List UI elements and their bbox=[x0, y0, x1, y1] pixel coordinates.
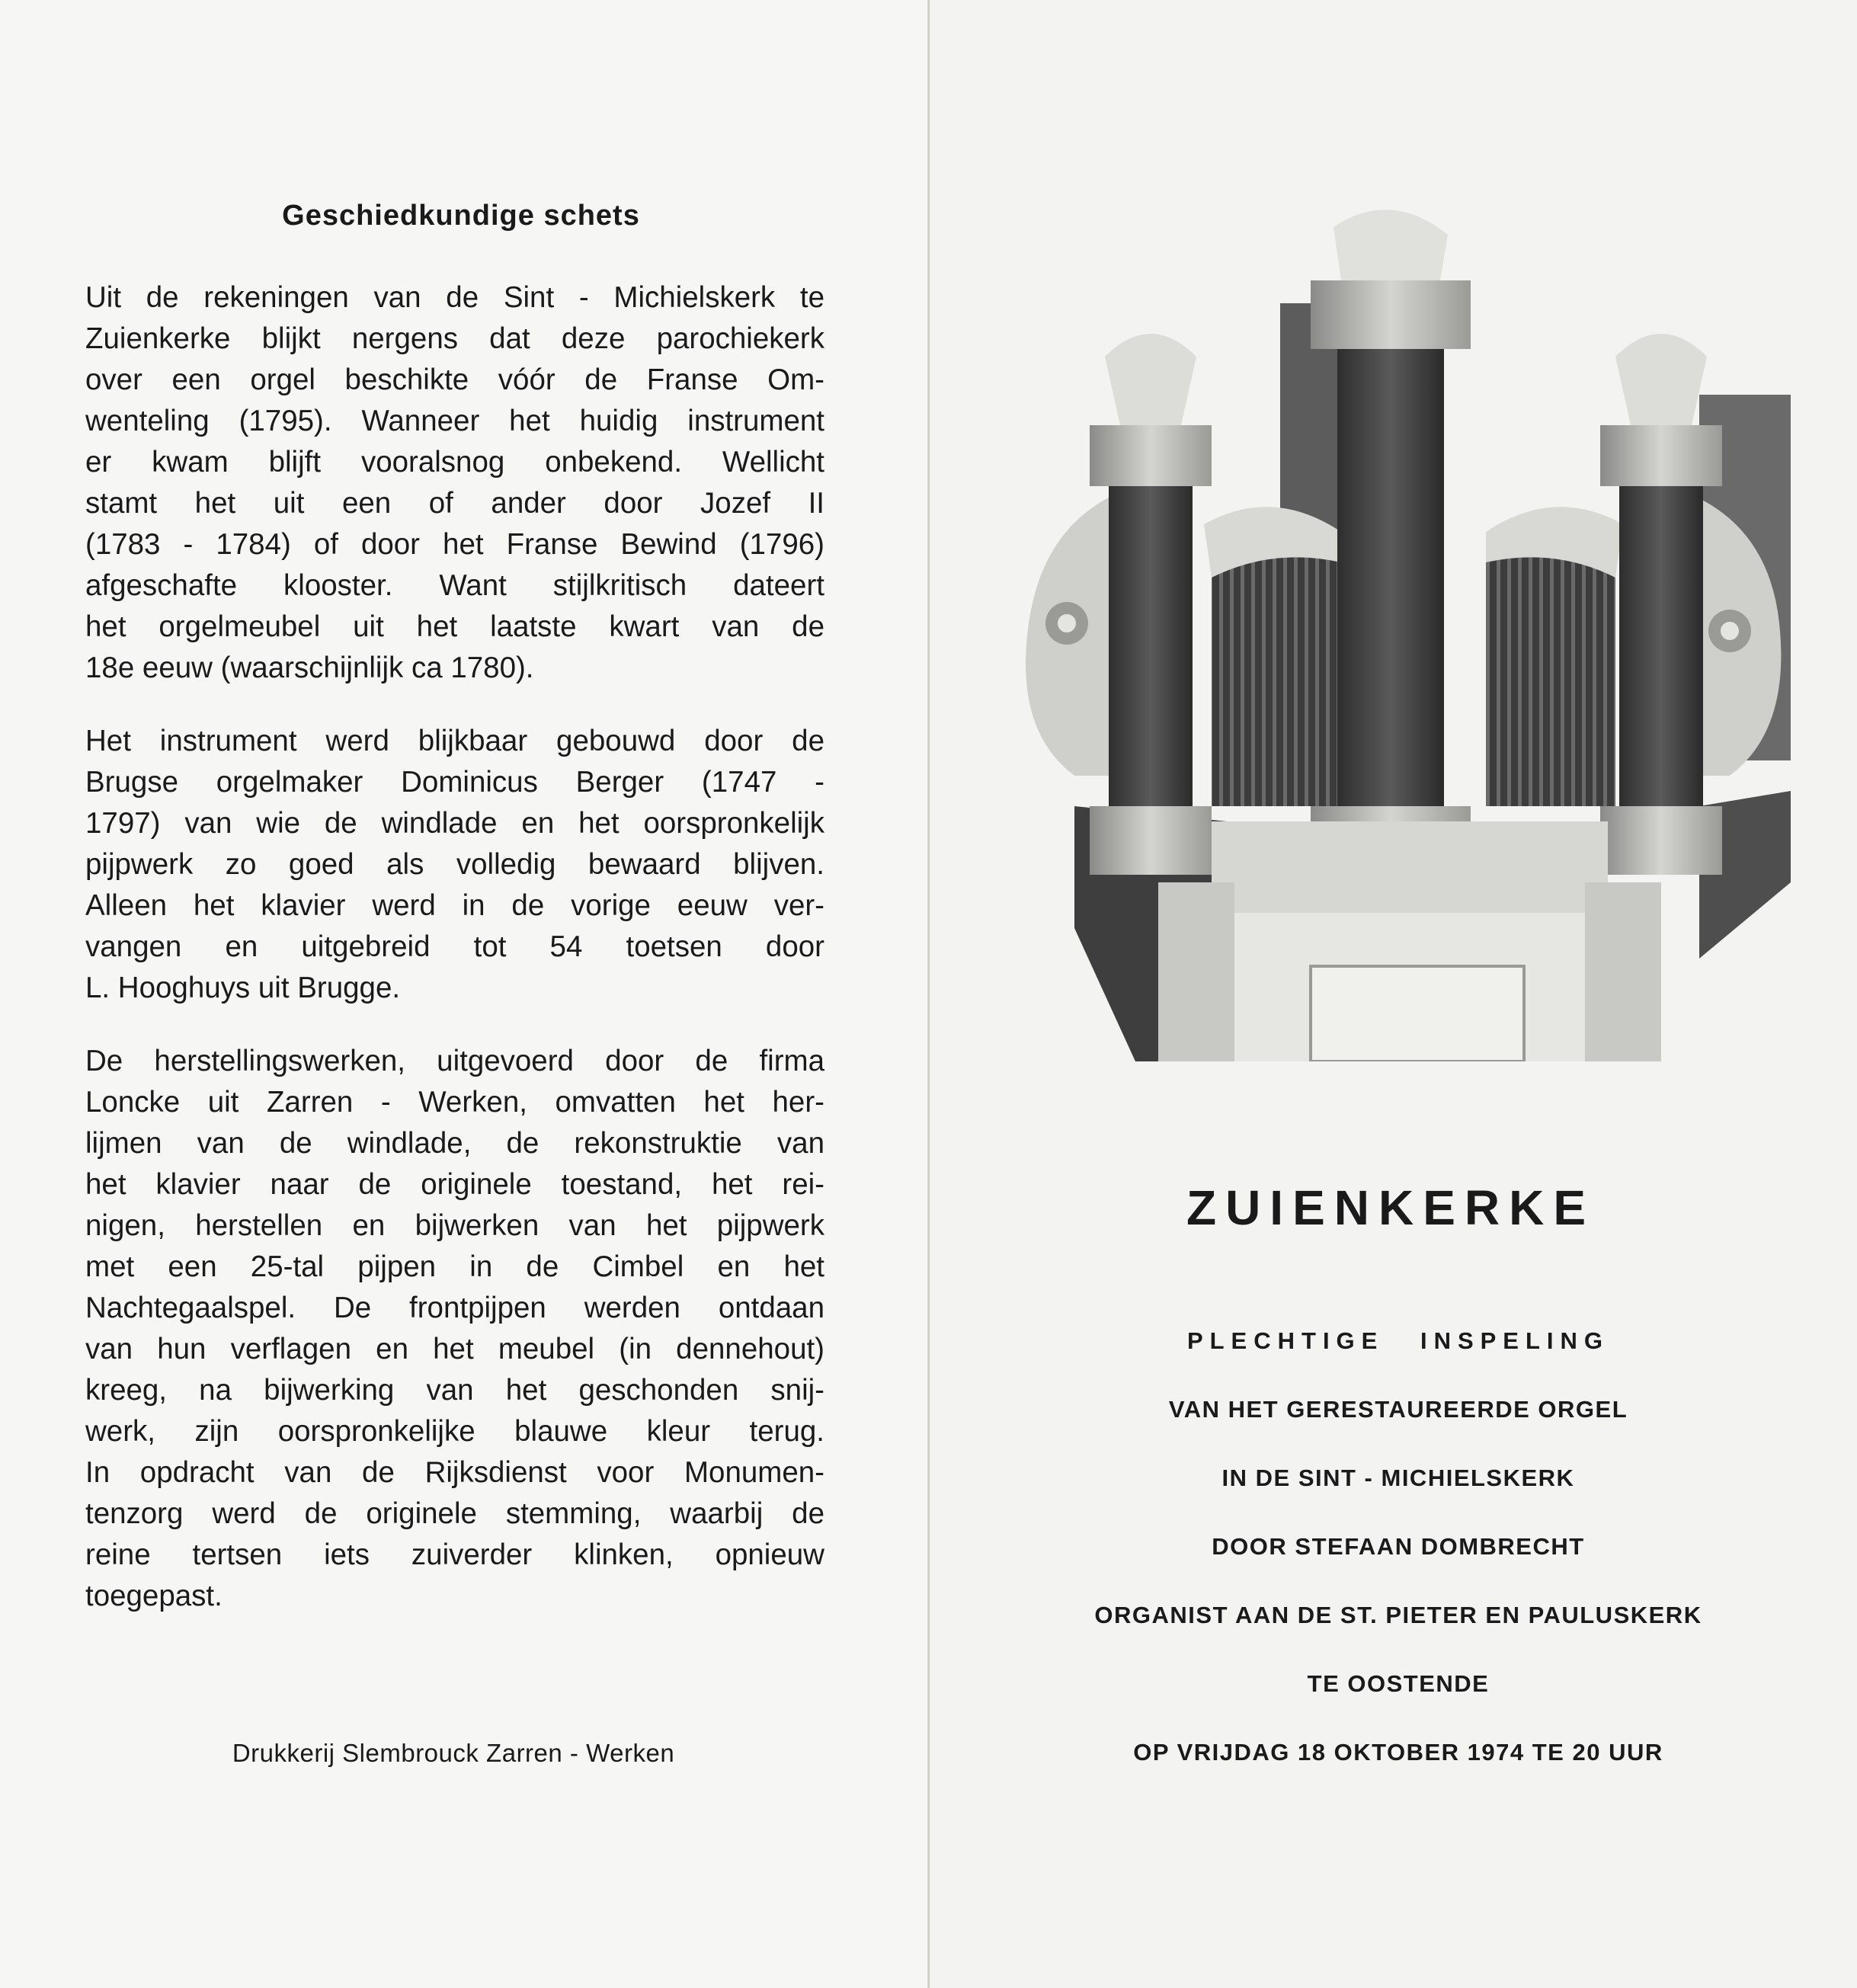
pipe-flat-right bbox=[1486, 555, 1615, 806]
text-line: toegepast. bbox=[85, 1580, 223, 1612]
text-line: stamt het uit een of ander door Jozef II bbox=[85, 487, 824, 520]
text-line: 1797) van wie de windlade en het oorspronkelijk bbox=[85, 807, 824, 840]
text-line: lijmen van de windlade, de rekonstruktie van bbox=[85, 1127, 824, 1160]
text-line: van hun verflagen en het meubel (in dennehout) bbox=[85, 1333, 824, 1365]
printer-credit: Drukkerij Slembrouck Zarren - Werken bbox=[232, 1739, 675, 1767]
text-line: Zuienkerke blijkt nergens dat deze parochiekerk bbox=[85, 322, 824, 355]
text-line: met een 25-tal pijpen in de Cimbel en het bbox=[85, 1250, 824, 1283]
organ-photo bbox=[983, 197, 1817, 1061]
text-line: nigen, herstellen en bijwerken van het pijpwerk bbox=[85, 1209, 824, 1242]
text-line: Brugse orgelmaker Dominicus Berger (1747 - bbox=[85, 766, 824, 799]
text-line: het orgelmeubel uit het laatste kwart van de bbox=[85, 610, 824, 643]
pipe-flat-left bbox=[1212, 555, 1341, 806]
pipe-tower-left bbox=[1109, 486, 1193, 806]
paragraph-2 bbox=[85, 721, 824, 1009]
crest-ornament bbox=[1334, 210, 1448, 280]
organ-case-lower bbox=[1212, 821, 1608, 913]
paragraph-1 bbox=[85, 277, 824, 689]
text-line: Nachtegaalspel. De frontpijpen werden ontdaan bbox=[85, 1292, 824, 1324]
text-line: 18e eeuw (waarschijnlijk ca 1780). bbox=[85, 651, 534, 684]
text-line: pijpwerk zo goed als volledig bewaard blijven. bbox=[85, 848, 824, 881]
left-panel bbox=[0, 0, 928, 1988]
text-line: L. Hooghuys uit Brugge. bbox=[85, 972, 401, 1004]
paragraph-3 bbox=[85, 1041, 824, 1617]
subtitle-line-2: VAN HET GERESTAUREERDE ORGEL bbox=[1168, 1396, 1628, 1423]
urn-ornament-right bbox=[1615, 334, 1707, 425]
subtitle-line-5: ORGANIST AAN DE ST. PIETER EN PAULUSKERK bbox=[1094, 1602, 1702, 1628]
subtitle-line-6: TE OOSTENDE bbox=[1307, 1670, 1490, 1697]
text-line: Alleen het klavier werd in de vorige eeuw ver- bbox=[85, 889, 824, 922]
subtitle-line-4: DOOR STEFAAN DOMBRECHT bbox=[1212, 1533, 1585, 1560]
text-line: afgeschafte klooster. Want stijlkritisch dateert bbox=[85, 569, 824, 602]
urn-ornament-left bbox=[1105, 334, 1196, 425]
event-date-line: OP VRIJDAG 18 OKTOBER 1974 TE 20 UUR bbox=[1133, 1739, 1663, 1766]
text-line: tenzorg werd de originele stemming, waarbij de bbox=[85, 1497, 824, 1530]
text-line: het klavier naar de originele toestand, het rei- bbox=[85, 1168, 824, 1201]
pipe-tower-center bbox=[1337, 349, 1444, 806]
text-line: over een orgel beschikte vóór de Franse Om- bbox=[85, 363, 824, 396]
text-line: werk, zijn oorspronkelijke blauwe kleur terug. bbox=[85, 1415, 824, 1448]
text-line: er kwam blijft vooralsnog onbekend. Wellicht bbox=[85, 446, 824, 479]
subtitle-line-1: PLECHTIGE INSPELING bbox=[1186, 1327, 1610, 1354]
text-line: Het instrument werd blijkbaar gebouwd door de bbox=[85, 725, 824, 757]
section-heading: Geschiedkundige schets bbox=[282, 200, 640, 232]
text-line: wenteling (1795). Wanneer het huidig instrument bbox=[85, 405, 824, 437]
text-line: In opdracht van de Rijksdienst voor Monumen- bbox=[85, 1456, 824, 1489]
text-line: kreeg, na bijwerking van het geschonden snij- bbox=[85, 1374, 824, 1407]
text-line: Uit de rekeningen van de Sint - Michielskerk te bbox=[85, 281, 824, 314]
subtitle-line-3: IN DE SINT - MICHIELSKERK bbox=[1221, 1465, 1575, 1491]
text-line: Loncke uit Zarren - Werken, omvatten het her- bbox=[85, 1086, 824, 1119]
text-line: reine tertsen iets zuiverder klinken, opnieuw bbox=[85, 1538, 824, 1571]
organ-console bbox=[1311, 966, 1524, 1061]
text-line: (1783 - 1784) of door het Franse Bewind (1796) bbox=[85, 528, 824, 561]
text-line: vangen en uitgebreid tot 54 toetsen door bbox=[85, 930, 824, 963]
pipe-tower-right bbox=[1619, 486, 1703, 806]
text-line: De herstellingswerken, uitgevoerd door de firma bbox=[85, 1045, 824, 1077]
concert-title: ZUIENKERKE bbox=[1186, 1180, 1596, 1235]
